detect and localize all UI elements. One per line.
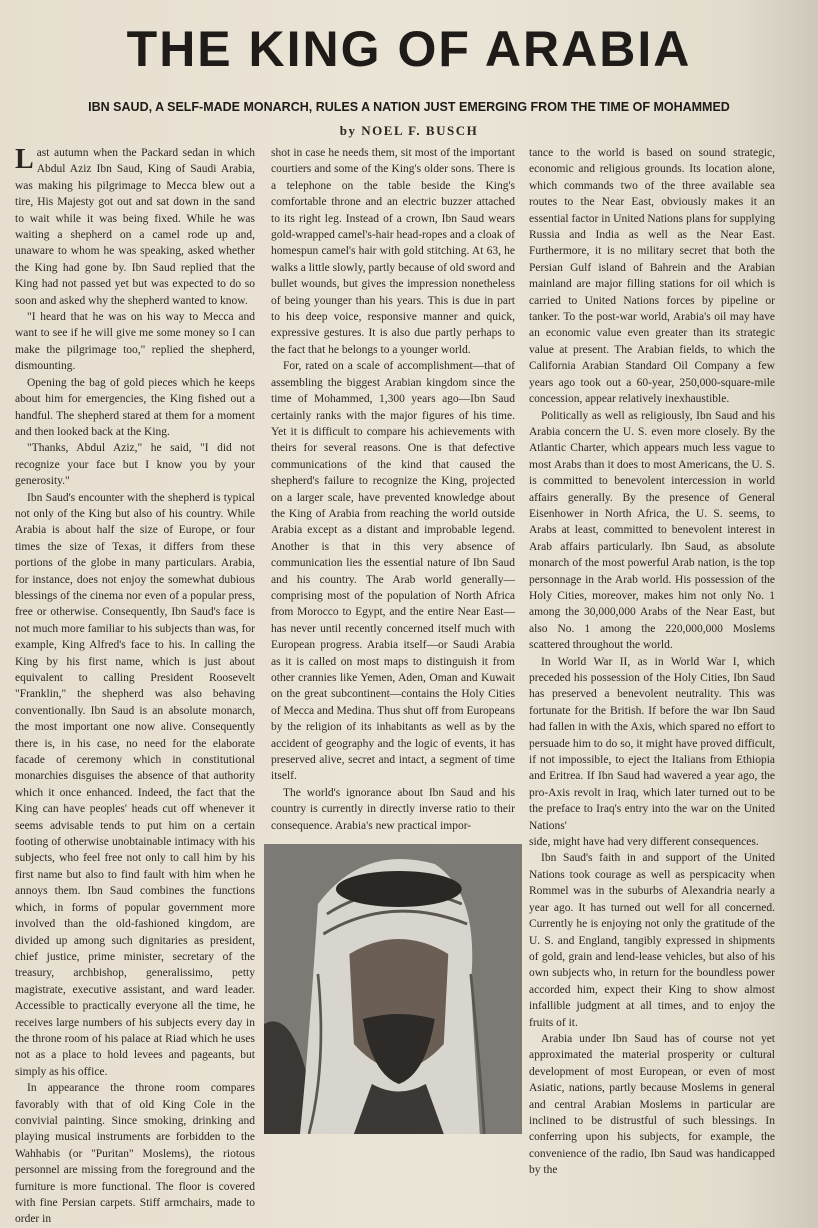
- paragraph-text: ast autumn when the Packard sedan in which Abdul Aziz Ibn Saud, King of Saudi Arabia, was making his pilgrimage to Mecca blew out a tire, His Majesty got out and sat down in the sand to wait while it was being fixed. While he was waiting a shepherd on a camel rode up and, unaware to whom he was speaking, asked whether the King had gone by. Ibn Saud replied that the King had not passed yet but was expected to do so soon and asked why the shepherd wanted to know.: [15, 147, 255, 307]
- paragraph: "I heard that he was on his way to Mecca and want to see if he will give me some money so I can make the pilgrimage too," replied the shepherd, dismounting.: [15, 311, 255, 373]
- paragraph: Arabia under Ibn Saud has of course not yet approximated the material prosperity or cultural development of most European, or even of most Asiatic, nations, partly because Moslems in general and central Arabian Moslems in particular are inclined to be distrustful of such blessings. In conferring upon his subjects, for example, the convenience of the radio, Ibn Saud was handicapped by the: [529, 1032, 775, 1177]
- article-title: THE KING OF ARABIA: [126, 21, 692, 77]
- portrait-photo-ibn-saud: [264, 844, 522, 1134]
- byline: by NOEL F. BUSCH: [339, 123, 479, 138]
- drop-cap: L: [15, 144, 34, 175]
- paragraph: shot in case he needs them, sit most of the important courtiers and some of the King's older sons. There is a telephone on the table beside the King's comfortable throne and an electric buzzer attached to its right leg. Instead of a crown, Ibn Saud wears gold-wrapped camel's-hair head-ropes and a cloak of homespun camel's hair with gold stitching. At 63, he walks a little slowly, partly because of old sword and bullet wounds, but gives the impression nonetheless of being younger than his years. This is due in part to his deep voice, responsive manner and quick, expressive gestures. It is also due partly perhaps to the fact that he belongs to a younger world.: [271, 147, 515, 356]
- paragraph: For, rated on a scale of accomplishment—that of assembling the biggest Arabian kingdom since the time of Mohammed, 1,300 years ago—Ibn Saud certainly ranks with the major figures of his time. Yet it is difficult to compare his achievements with theirs for several reasons. One is that defective communications of the kind that caused the shepherd's failure to recognize the King, projected on a larger scale, have prevented knowledge about the King of Arabia from reaching the world outside Arabia except as a distant and improbable legend. Another is that in this very absence of communication lies the essential nature of Ibn Saud and his country. The Arab world generally—comprising most of the population of North Africa from Morocco to Egypt, and the entire Near East—has never until recently concerned itself much with European progress. Arabia itself—or Saudi Arabia as it is called on most maps to distinguish it from other crannies like Yemen, Aden, Oman and Kuwait on the great subcontinent—contains the Holy Cities of Mecca and Medina. Thus shut off from Europeans by the religion of its inhabitants as well as by the accident of geography and the logic of events, it has preserved alive, secret and intact, a segment of time itself.: [271, 360, 515, 783]
- paragraph: [15, 145, 255, 309]
- paragraph: In appearance the throne room compares favorably with that of old King Cole in the convivial painting. Since smoking, drinking and playing musical instruments are forbidden to the Wahhabis (or "Puritan" Moslems), the riotous personnel are missing from the foreground and the furniture is more functional. The floor is covered with fine Persian carpets. Stiff armchairs, made to order in: [15, 1082, 255, 1226]
- paragraph: "Thanks, Abdul Aziz," he said, "I did not recognize your face but I know you by your generosity.": [15, 442, 255, 488]
- paragraph: The world's ignorance about Ibn Saud and his country is currently in directly inverse ratio to their consequence. Arabia's new practical impor-: [271, 786, 515, 832]
- column-right: [529, 145, 775, 1179]
- paragraph-continued: side, might have had very different consequences.: [529, 836, 759, 849]
- paragraph: In World War II, as in World War I, which preceded his possession of the Holy Cities, Ibn Saud has preserved a benevolent neutrality. This was fortunate for the British. If before the war Ibn Saud had fallen in with the Axis, which spared no effort to persuade him to do so, it might have proved difficult, if not impossible, to eject the Italians from Ethiopia and Eritrea. If Ibn Saud had wavered a year ago, the pro-Axis revolt in Iraq, which later turned out to be the preface to Iraq's entry into the war on the United Nations': [529, 655, 775, 832]
- article-subtitle: IBN SAUD, A SELF-MADE MONARCH, RULES A NATION JUST EMERGING FROM THE TIME OF MOHAMMED: [88, 100, 730, 114]
- paragraph: tance to the world is based on sound strategic, economic and religious grounds. Its location alone, which commands two of the three available sea routes to the Near East, obviously makes it an essential factor in United Nations plans for supplying Russia and India as well as the Near East. Furthermore, it is no military secret that both the Persian Gulf island of Bahrein and the Arabian mainland are major filling stations for oil which is carried to United Nations forces by pipeline or tanker. To the post-war world, Arabia's oil may have an economic value even greater than its strategic value at present. The Arabian fields, to which the California Arabian Standard Oil Company a few years ago took out a 60-year, 250,000-square-mile concession, appear relatively inexhaustible.: [529, 147, 775, 406]
- paragraph: Ibn Saud's faith in and support of the United Nations took courage as well as perspicacity when Rommel was in the suburbs of Alexandria nearly a year ago. It has turned out well for all concerned. Currently he is enjoying not only the gratitude of the U. S. and England, tangibly expressed in shipments of gold, grain and lend-lease vehicles, but also of his own subjects who, in return for the boundless power accorded him, expect their King to show almost infallible judgment at all times, and to enjoy the fruits of it.: [529, 852, 775, 1029]
- paragraph: Ibn Saud's encounter with the shepherd is typical not only of the King but also of his country. While Arabia is about half the size of Europe, or four times the size of Texas, it differs from these portions of the globe in many particulars. Arabia, for instance, does not enjoy the somewhat dubious blessings of the cinema nor even of a popular press, free or otherwise. Consequently, Ibn Saud's face is not much more familiar to his subjects than was, for example, King Alfred's face to his. In calling the King by his first name, which is just about equivalent to calling President Roosevelt "Franklin," the shepherd was also behaving conventionally. Ibn Saud is an absolute monarch, the most important one now alive. Consequently there is, in his case, no need for the elaborate facade of ceremony which in constitutional monarchies disguises the absence of that authority which it once enhanced. Indeed, the fact that the King can have peoples' heads cut off whenever it seems advisable tends to put him on a certain footing of otherwise unobtainable intimacy with his subjects, who feel free not only to call him by his first name but also to find fault with him when he annoys them. Ibn Saud combines the functions which, in forms of popular government more involved than the old-fashioned kingdom, are divided up among such dignitaries as president, chief justice, prime minister, secretary of the treasury, archbishop, generalissimo, petty magistrate, executive assistant, and ward leader. Accessible to practically everyone all the time, he receives large numbers of his subjects every day in the throne room of his palace at Riad which he uses not as a place to hold levees and pageants, but simply as his office.: [15, 491, 255, 1078]
- column-left: [15, 145, 255, 1228]
- paragraph: Opening the bag of gold pieces which he keeps about him for emergencies, the King fished out a handful. The shepherd stared at them for a moment and then looked back at the King.: [15, 376, 255, 438]
- paragraph: Politically as well as religiously, Ibn Saud and his Arabia concern the U. S. even more closely. By the Atlantic Charter, which appears much less vague to most Arabs than it does to most Americans, the U. S. is committed to benevolent intercession in world affairs generally. By the presence of General Eisenhower in North Africa, the U. S. seems, to Arabs at least, committed to benevolent interest in Arab affairs particularly. Ibn Saud, as absolute monarch of the most powerful Arab nation, is the top personnage in the Arab world. His possession of the Holy Cities, moreover, makes him not only No. 1 among the 30,000,000 Arabs of the Near East, but also No. 1 among the 220,000,000 Moslems scattered throughout the world.: [529, 409, 775, 652]
- column-middle: [271, 145, 515, 1134]
